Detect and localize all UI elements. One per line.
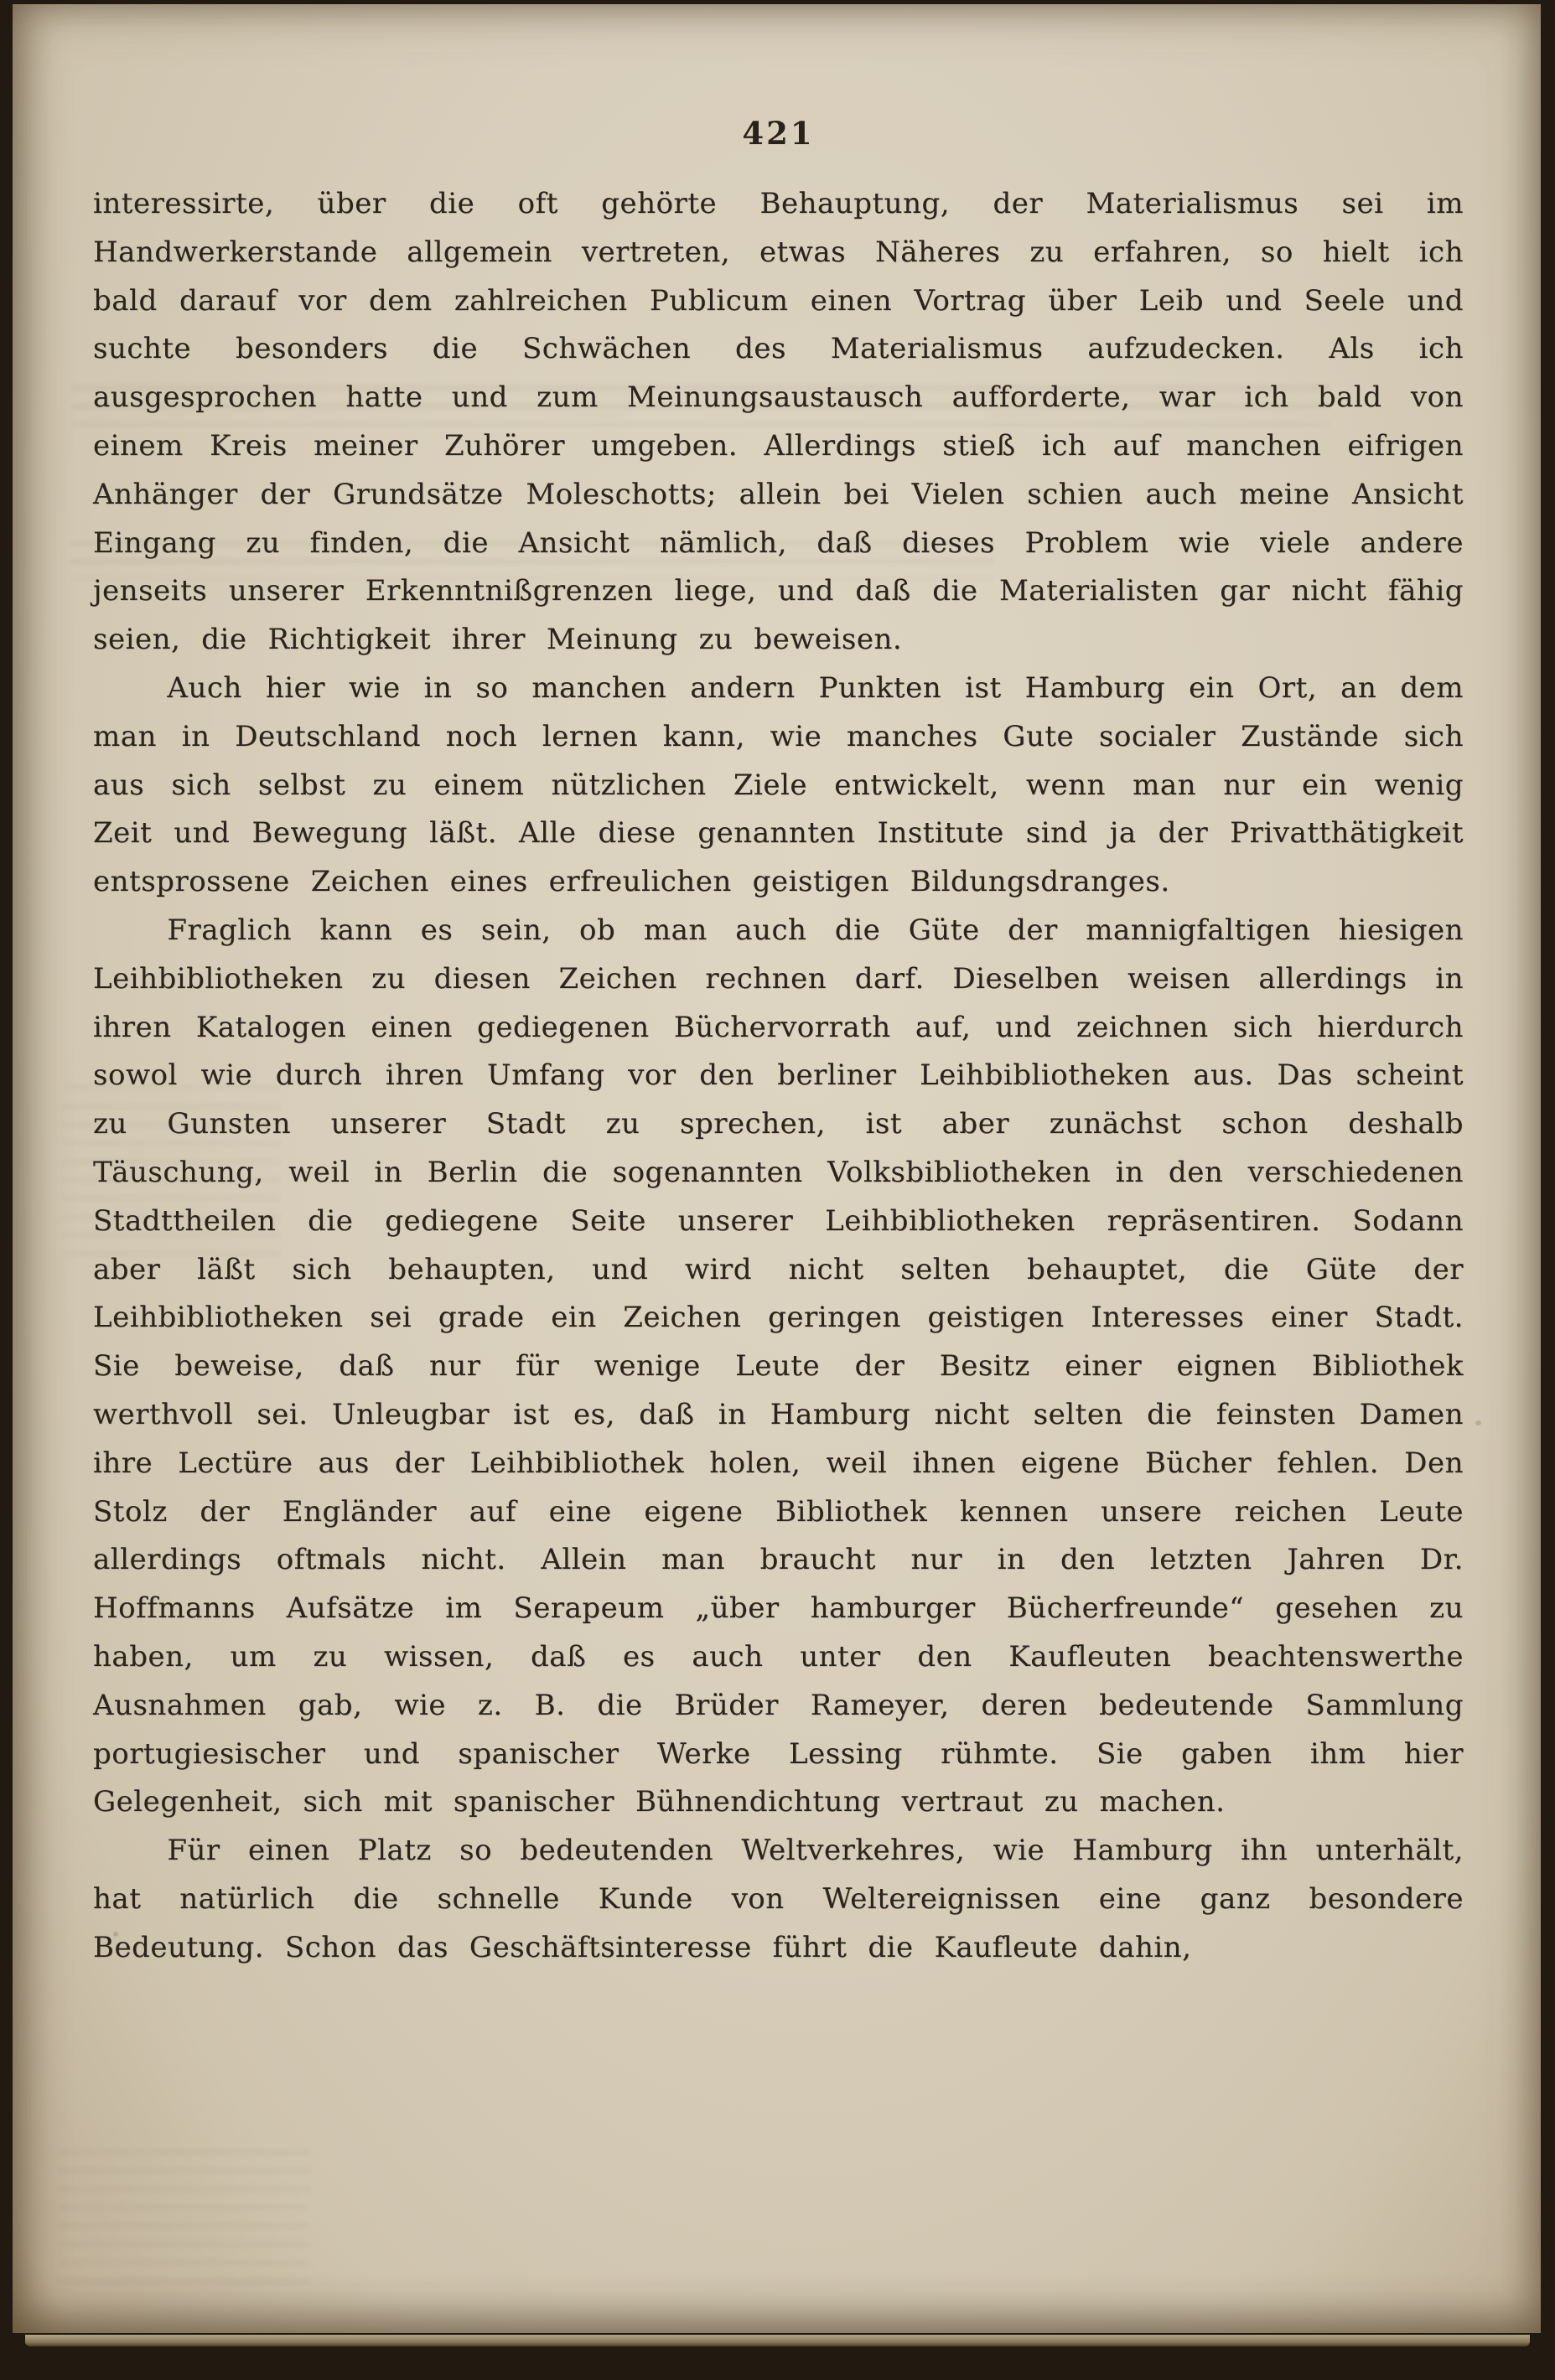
paragraph: Fraglich kann es sein, ob man auch die Güte der mannigfaltigen hiesigen Leihbibliotheken zu diesen Zeichen rechnen darf. Dieselben weisen allerdings in ihren Katalogen einen gediegenen Büchervorrath auf, und zeichnen sich hierdurch sowol wie durch ihren Umfang vor den berliner Leihbibliotheken aus. Das scheint zu Gunsten unserer Stadt zu sprechen, ist aber zunächst schon deshalb Täuschung, weil in Berlin die sogenannten Volksbibliotheken in den verschiedenen Stadttheilen die gediegene Seite unserer Leihbibliotheken repräsentiren. Sodann aber läßt sich behaupten, und wird nicht selten behauptet, die Güte der Leihbibliotheken sei grade ein Zeichen geringen geistigen Interesses einer Stadt. Sie beweise, daß nur für wenige Leute der Besitz einer eignen Bibliothek werthvoll sei. Unleugbar ist es, daß in Hamburg nicht selten die feinsten Damen ihre Lectüre aus der Leihbibliothek holen, weil ihnen eigene Bücher fehlen. Den Stolz der Engländer auf eine eigene Bibliothek kennen unsere reichen Leute allerdings oftmals nicht. Allein man braucht nur in den letzten Jahren Dr. Hoffmanns Aufsätze im Serapeum „über hamburger Bücherfreunde“ gesehen zu haben, um zu wissen, daß es auch unter den Kaufleuten beachtenswerthe Ausnahmen gab, wie z. B. die Brüder Rameyer, deren bedeutende Sammlung portugiesischer und spanischer Werke Lessing rühmte. Sie gaben ihm hier Gelegenheit, sich mit spanischer Bühnendichtung vertraut zu machen. — [93, 913, 1464, 1819]
paragraph: Auch hier wie in so manchen andern Punkten ist Hamburg ein Ort, an dem man in Deutschland noch lernen kann, wie manches Gute socialer Zustände sich aus sich selbst zu einem nützlichen Ziele entwickelt, wenn man nur ein wenig Zeit und Bewegung läßt. Alle diese genannten Institute sind ja der Privatthätigkeit entsprossene Zeichen eines erfreulichen geistigen Bildungsdranges. — [93, 670, 1464, 899]
paragraph: interessirte, über die oft gehörte Behauptung, der Materialismus sei im Handwerkerstande allgemein vertreten, etwas Näheres zu erfahren, so hielt ich bald darauf vor dem zahlreichen Publicum einen Vortrag über Leib und Seele und suchte besonders die Schwächen des Materialismus aufzudecken. Als ich ausgesprochen hatte und zum Meinungsaustausch aufforderte, war ich bald von einem Kreis meiner Zuhörer umgeben. Allerdings stieß ich auf manchen eifrigen Anhänger der Grundsätze Moleschotts; allein bei Vielen schien auch meine Ansicht Eingang zu finden, die Ansicht nämlich, daß dieses Problem wie viele andere jenseits unserer Erkenntnißgrenzen liege, und daß die Materialisten gar nicht fähig seien, die Richtigkeit ihrer Meinung zu beweisen. — [93, 187, 1464, 657]
foxing-spot — [1475, 1420, 1481, 1425]
book-page — [13, 4, 1541, 2333]
book-page-edge — [25, 2335, 1530, 2346]
page-number: 421 — [742, 115, 815, 152]
show-through-smudge — [59, 2150, 310, 2284]
body-text — [93, 180, 1464, 1972]
page-content — [93, 115, 1464, 1972]
paragraph: Für einen Platz so bedeutenden Weltverkehres, wie Hamburg ihn unterhält, hat natürlich die schnelle Kunde von Weltereignissen eine ganz besondere Bedeutung. Schon das Geschäftsinteresse führt die Kaufleute dahin, — [93, 1834, 1464, 1964]
